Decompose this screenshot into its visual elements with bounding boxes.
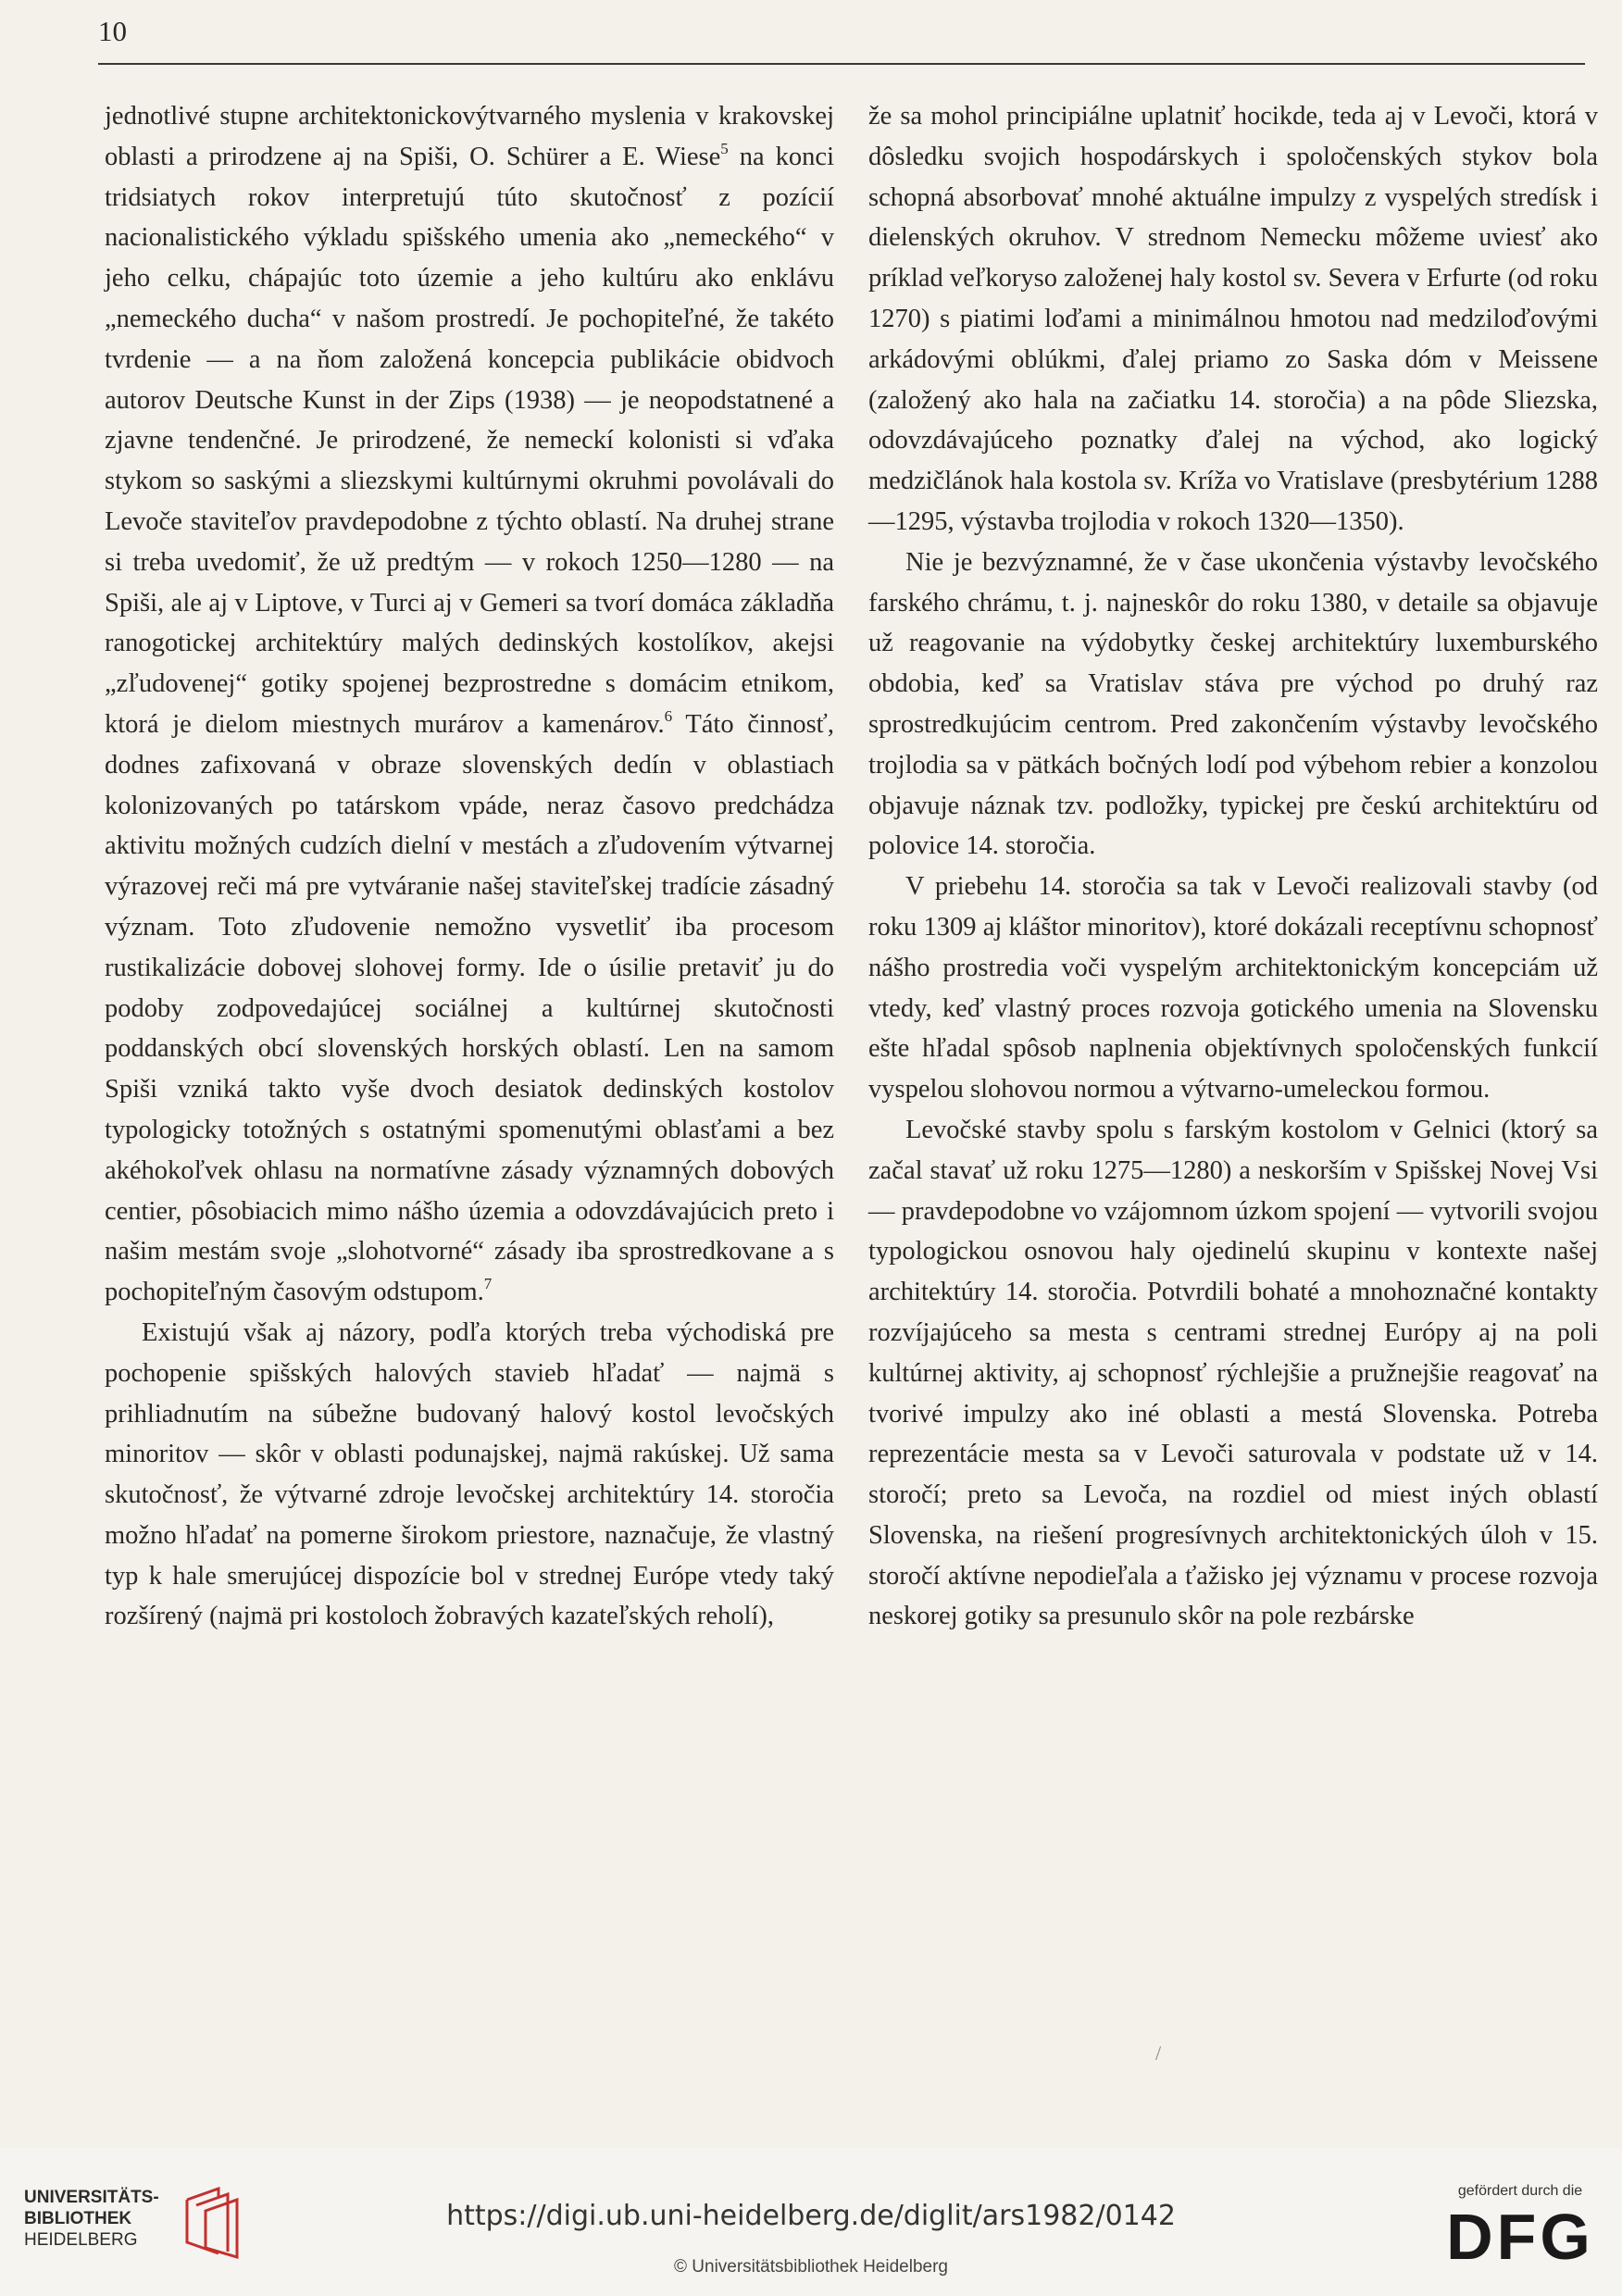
- paragraph: [868, 867, 1598, 1110]
- left-column: [105, 96, 834, 1637]
- paragraph: [868, 96, 1598, 543]
- paragraph: [868, 1110, 1598, 1637]
- footer: [0, 2148, 1622, 2296]
- paragraph-text: Táto činnosť, dodnes zafixovaná v obraze slovenských dedín v oblastiach kolonizovaných po tatárskom vpáde, neraz časovo predchádza aktivitu možných cudzích dielní v mestách a zľudovením výtvarnej výrazovej reči má pre vytváranie našej staviteľskej tradície zásadný význam. Toto zľudovenie nemožno vysvetliť iba procesom rustikalizácie dobovej slohovej formy. Ide o úsilie pretaviť ju do podoby zodpovedajúcej sociálnej a kultúrnej skutočnosti poddanských obcí slovenských horských oblastí. Len na samom Spiši vzniká takto vyše dvoch desiatok dedinských kostolov typologicky totožných s ostatnými spomenutými oblasťami a bez akéhokoľvek ohlasu na normatívne zásady významných dobových centier, pôsobiacich mimo nášho územia a odovzdávajúcich preto i našim mestám svoje „slohotvorné“ zásady iba sprostredkovane a s pochopiteľným časovým odstupom.: [105, 709, 834, 1307]
- paragraph: [868, 543, 1598, 867]
- page-number: 10: [98, 15, 127, 47]
- stray-mark: /: [1155, 2041, 1162, 2065]
- paragraph-text: Existujú však aj názory, podľa ktorých treba východiská pre pochopenie spišských halových stavieb hľadať — najmä s prihliadnutím na súbežne budovaný halový kostol levočských minoritov — skôr v oblasti podunajskej, najmä rakúskej. Už sama skutočnosť, že výtvarné zdroje levočskej architektúry 14. storočia možno hľadať na pomerne širokom priestore, naznačuje, že vlastný typ k hale smerujúcej dispozície bol v strednej Európe vtedy taký rozšírený (najmä pri kostoloch žobravých kazateľských reholí),: [105, 1317, 834, 1631]
- paragraph-text: jednotlivé stupne architektonickovýtvarného myslenia v krakovskej oblasti a prirodzene aj na Spiši, O. Schürer a E. Wiese: [105, 102, 834, 171]
- right-column: [868, 96, 1598, 1637]
- library-name-line3: HEIDELBERG: [24, 2230, 138, 2250]
- library-name-line1: UNIVERSITÄTS-: [24, 2188, 159, 2207]
- paragraph-text: Nie je bezvýznamné, že v čase ukončenia výstavby levočského farského chrámu, t. j. najneskôr do roku 1380, v detaile sa objavuje už reagovanie na výdobytky českej architektúry luxemburského obdobia, keď sa Vratislav stáva pre východ po druhý raz sprostredkujúcim centrom. Pred zakončením výstavby levočského trojlodia sa v pätkách bočných lodí pod výbehom rebier a konzolou objavuje náznak tzv. podložky, typickej pre českú architektúru od polovice 14. storočia.: [868, 547, 1598, 861]
- footnote-reference: 6: [664, 706, 673, 725]
- paragraph: [105, 1313, 834, 1637]
- paragraph: [105, 96, 834, 1313]
- paragraph-text: že sa mohol principiálne uplatniť hocikde, teda aj v Levoči, ktorá v dôsledku svojich hospodárskych i spoločenských stykov bola schopná absorbovať mnohé aktuálne impulzy z vyspelých stredísk i dielenských okruhov. V strednom Nemecku môžeme uviesť ako príklad veľkoryso založenej haly kostol sv. Severa v Erfurte (od roku 1270) s piatimi loďami a minimálnou hmotou nad medziloďovými arkádovými oblúkmi, ďalej priamo zo Saska dóm v Meissene (založený ako hala na začiatku 14. storočia) a na pôde Sliezska, odovzdávajúceho poznatky ďalej na východ, ako logický medzičlánok hala kostola sv. Kríža vo Vratislave (presbytérium 1288—1295, výstavba trojlodia v rokoch 1320—1350).: [868, 102, 1598, 536]
- paragraph-text: V priebehu 14. storočia sa tak v Levoči realizovali stavby (od roku 1309 aj kláštor minoritov), ktoré dokázali receptívnu schopnosť nášho prostredia voči vyspelým architektonickým koncepciám už vtedy, keď vlastný proces rozvoja gotického umenia na Slovensku ešte hľadal spôsob naplnenia objektívnych spoločenských funkcií vyspelou slohovou normou a výtvarno-umeleckou formou.: [868, 872, 1598, 1104]
- dfg-logo[interactable]: DFG: [1446, 2201, 1594, 2273]
- funding-caption: gefördert durch die: [1457, 2183, 1583, 2199]
- funding-block: [1437, 2183, 1603, 2274]
- library-name-line2: BIBLIOTHEK: [24, 2209, 132, 2228]
- paragraph-text: Levočské stavby spolu s farským kostolom v Gelnici (ktorý sa začal stavať už roku 1275—1280) a neskorším v Spišskej Novej Vsi — pravdepodobne vo vzájomnom úzkom spojení — vytvorili svojou typologickou osnovou haly ojedinelú skupinu v kontexte našej architektúry 14. storočia. Potvrdili bohaté a mnohoznačné kontakty rozvíjajúceho sa mesta s centrami strednej Európy aj na poli kultúrnej aktivity, aj schopnosť rýchlejšie a pružnejšie reagovať na tvorivé impulzy ako iné oblasti a mestá Slovenska. Potreba reprezentácie mesta sa v Levoči saturovala v podstate už v 14. storočí; preto sa Levoča, na rozdiel od miest iných oblastí Slovenska, na riešení progresívnych architektonických úloh v 15. storočí aktívne nepodieľala a ťažisko jej významu v procese rozvoja neskorej gotiky sa presunulo skôr na pole rezbárske: [868, 1115, 1598, 1631]
- footer-url[interactable]: https://digi.ub.uni-heidelberg.de/diglit/ars1982/0142: [446, 2200, 1176, 2232]
- footer-copyright: © Universitätsbibliothek Heidelberg: [674, 2257, 948, 2277]
- header-rule: [98, 63, 1585, 65]
- footnote-reference: 5: [720, 139, 729, 157]
- footnote-reference: 7: [483, 1275, 493, 1293]
- paragraph-text: na konci tridsiatych rokov interpretujú túto skutočnosť z pozícií nacionalistického výkladu spišského umenia ako „nemeckého“ v jeho celku, chápajúc toto územie a jeho kultúru ako enklávu „nemeckého ducha“ v našom prostredí. Je pochopiteľné, že takéto tvrdenie — a na ňom založená koncepcia publikácie obidvoch autorov Deutsche Kunst in der Zips (1938) — je neopodstatnené a zjavne tendenčné. Je prirodzené, že nemeckí kolonisti si vďaka stykom so saskými a sliezskymi kultúrnymi okruhmi povolávali do Levoče staviteľov pravdepodobne z týchto oblastí. Na druhej strane si treba uvedomiť, že už predtým — v rokoch 1250—1280 — na Spiši, ale aj v Liptove, v Turci aj v Gemeri sa tvorí domáca základňa ranogotickej architektúry malých dedinských kostolíkov, akejsi „zľudovenej“ gotiky spojenej bezprostredne s domácim etnikom, ktorá je dielom miestnych murárov a kamenárov.: [105, 142, 834, 739]
